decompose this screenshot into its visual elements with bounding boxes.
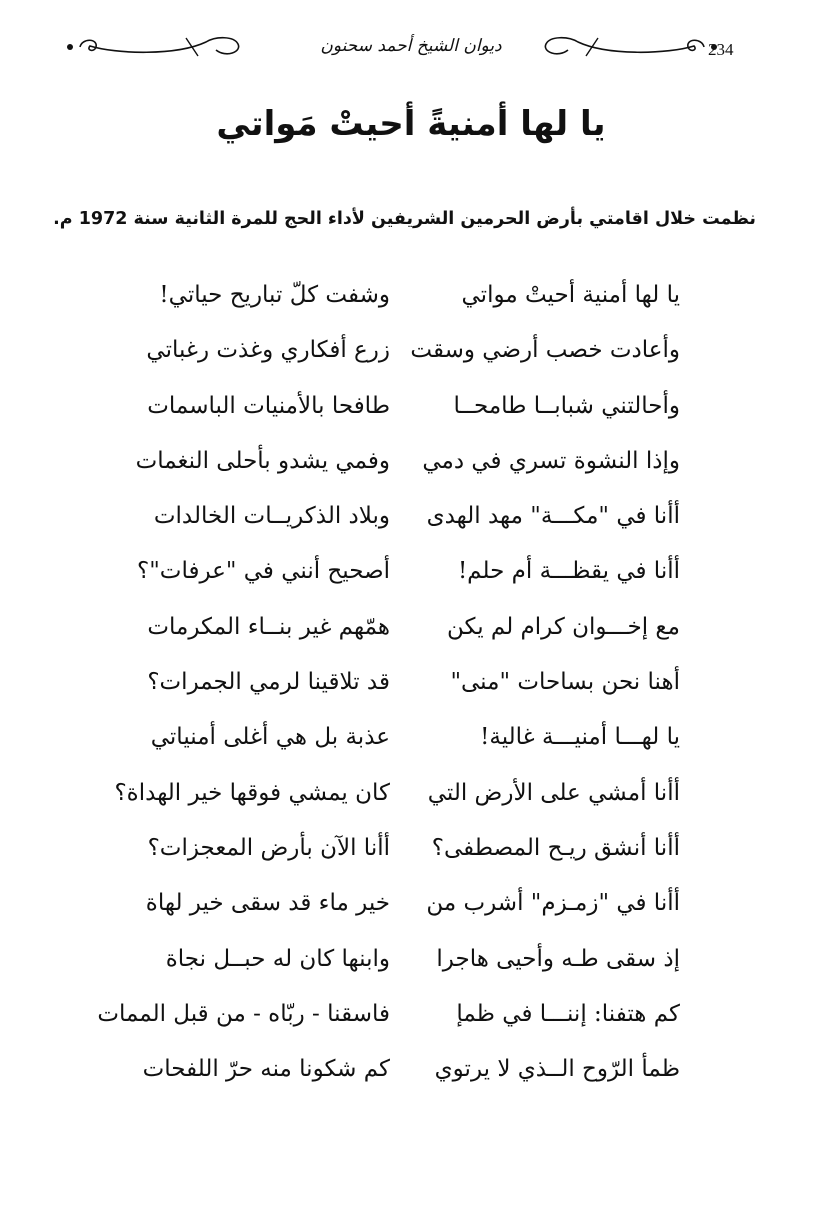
verse-second-hemistich: وبلاد الذكريــات الخالدات [153,503,390,530]
verse-first-hemistich: مع إخـــوان كرام لم يكن [447,613,680,640]
verse-first-hemistich: أهنا نحن بساحات "منى" [450,669,680,696]
verse-line [146,337,680,392]
running-title: ديوان الشيخ أحمد سحنون [320,36,502,56]
verse-first-hemistich: أأنا أنشق ريـح المصطفى؟ [431,834,680,861]
verse-first-hemistich: أأنا في "زمـزم" أشرب من [426,890,680,917]
verse-line [150,946,680,1001]
verse-second-hemistich: عذبة بل هي أغلى أمنياتي [150,724,390,751]
verse-second-hemistich: كان يمشي فوقها خير الهداة؟ [114,779,390,806]
verse-first-hemistich: وإذا النشوة تسري في دمي [422,447,680,474]
verse-line [145,890,680,945]
verse-line [147,669,680,724]
poem-body [97,282,680,1111]
verse-line [150,724,680,779]
composition-note [53,206,764,232]
verse-first-hemistich: يا لهـــا أمنيـــة غالية! [480,724,680,751]
verse-line [114,779,680,835]
verse-line [142,1056,680,1111]
verse-second-hemistich: همّهم غير بنــاء المكرمات [147,613,390,640]
verse-first-hemistich: أأنا أمشي على الأرض التي [427,779,680,806]
verse-second-hemistich: أصحيح أنني في "عرفات"؟ [137,558,390,585]
page-header [0,22,822,82]
verse-second-hemistich: قد تلاقينا لرمي الجمرات؟ [147,669,390,696]
verse-second-hemistich: طافحا بالأمنيات الباسمات [147,392,390,419]
verse-first-hemistich: إذ سقى طـه وأحيى هاجرا [436,945,680,972]
verse-line [147,834,680,890]
verse-second-hemistich: وشفت كلّ تباريح حياتي! [159,282,390,308]
verse-first-hemistich: ظمأ الرّوح الــذي لا يرتوي [434,1056,680,1083]
verse-first-hemistich: أأنا في "مكـــة" مهد الهدى [426,503,680,530]
page-number: 234 [708,40,734,59]
verse-second-hemistich: كم شكونا منه حرّ اللفحات [142,1056,390,1083]
verse-second-hemistich: خير ماء قد سقى خير لهاة [145,890,390,917]
verse-line [147,613,680,669]
verse-second-hemistich: فاسقنا - ربّاه - من قبل الممات [97,1000,390,1027]
verse-second-hemistich: زرع أفكاري وغذت رغباتي [146,337,390,364]
verse-line [150,282,680,337]
verse-line [147,392,680,448]
verse-first-hemistich: وأعادت خصب أرضي وسقت [410,337,680,364]
verse-second-hemistich: وابنها كان له حبــل نجاة [165,945,390,972]
verse-first-hemistich: كم هتفنا: إننـــا في ظمإ [456,1000,680,1027]
verse-second-hemistich: أأنا الآن بأرض المعجزات؟ [147,834,390,861]
verse-first-hemistich: يا لها أمنية أحيتْ مواتي [461,282,680,308]
composition-note-text: نظمت خلال اقامتي بأرض الحرمين الشريفين لأداء الحج للمرة الثانية سنة 1972 م. [53,209,756,229]
verse-line [135,447,680,503]
verse-line [97,1000,680,1056]
ornament-flourish-right [538,30,718,62]
verse-second-hemistich: وفمي يشدو بأحلى النغمات [135,447,390,474]
verse-first-hemistich: أأنا في يقظـــة أم حلم! [457,558,680,585]
poem-title: يا لها أمنيةً أحيتْ مَواتي [216,104,606,144]
verse-line [137,558,680,613]
verse-line [150,503,680,558]
verse-first-hemistich: وأحالتني شبابــا طامحــا [453,392,680,419]
